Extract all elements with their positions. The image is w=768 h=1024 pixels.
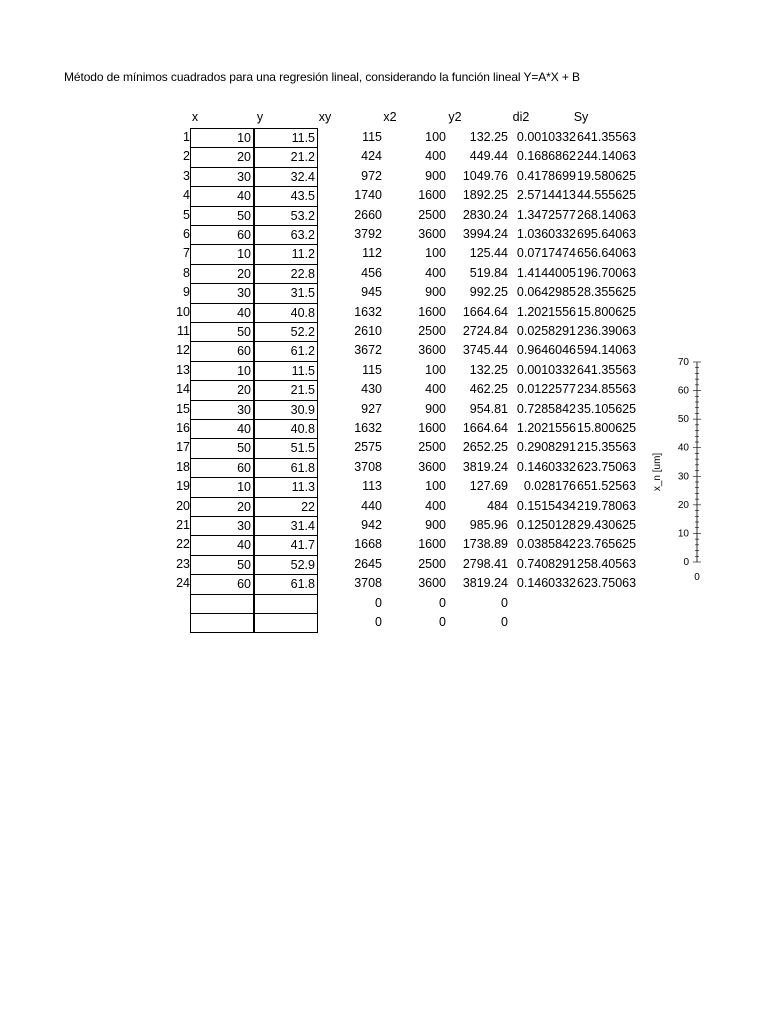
cell-x[interactable]: 50 xyxy=(190,206,254,226)
cell-n: 12 xyxy=(176,343,190,358)
cell-n: 1 xyxy=(183,130,190,144)
cell-y[interactable]: 11.2 xyxy=(254,244,318,264)
cell-x[interactable]: 10 xyxy=(190,128,254,148)
cell-y2: 1892.25 xyxy=(462,188,508,203)
cell-y[interactable]: 11.5 xyxy=(254,361,318,381)
cell-y2: 0 xyxy=(501,615,508,629)
cell-xy: 456 xyxy=(361,265,382,280)
header-x: x xyxy=(191,110,199,124)
cell-n: 9 xyxy=(183,285,190,300)
cell-xy: 1668 xyxy=(354,537,382,552)
cell-x2: 900 xyxy=(425,168,446,183)
cell-x[interactable]: 20 xyxy=(190,380,254,400)
cell-x2: 3600 xyxy=(418,459,446,474)
cell-x2: 100 xyxy=(425,246,446,261)
cell-y[interactable]: 11.3 xyxy=(254,477,318,497)
cell-y[interactable]: 53.2 xyxy=(254,206,318,226)
cell-x2: 400 xyxy=(425,498,446,513)
cell-x2: 900 xyxy=(425,285,446,300)
cell-y2: 2798.41 xyxy=(462,556,508,571)
cell-n: 3 xyxy=(183,168,190,183)
cell-y2: 1738.89 xyxy=(462,537,508,552)
cell-empty-y[interactable] xyxy=(254,613,318,633)
cell-x[interactable]: 40 xyxy=(190,419,254,439)
header-x2: x2 xyxy=(383,110,397,124)
cell-y2: 2830.24 xyxy=(462,207,508,222)
cell-x2: 400 xyxy=(425,265,446,280)
cell-sy: 15.800625 xyxy=(577,304,636,319)
cell-x2: 2500 xyxy=(418,440,446,455)
cell-y2: 2652.25 xyxy=(462,440,508,455)
cell-sy: 641.35563 xyxy=(577,130,636,144)
y-tick-label: 50 xyxy=(677,414,689,426)
cell-y[interactable]: 51.5 xyxy=(254,438,318,458)
cell-y[interactable]: 21.2 xyxy=(254,147,318,167)
cell-di2: 0.0010332 xyxy=(516,130,576,144)
cell-x[interactable]: 40 xyxy=(190,303,254,323)
cell-y2: 954.81 xyxy=(469,401,508,416)
cell-x[interactable]: 30 xyxy=(190,167,254,187)
cell-n: 2 xyxy=(183,149,190,164)
cell-sy: 29.430625 xyxy=(577,518,636,532)
cell-x[interactable]: 50 xyxy=(190,438,254,458)
cell-x[interactable]: 50 xyxy=(190,555,254,575)
y-tick-label: 20 xyxy=(677,499,689,511)
cell-n: 22 xyxy=(176,537,190,552)
cell-sy: 641.35563 xyxy=(577,362,636,377)
cell-n: 11 xyxy=(177,324,190,338)
cell-x[interactable]: 50 xyxy=(190,322,254,342)
cell-sy: 215.35563 xyxy=(577,440,636,455)
cell-y[interactable]: 22 xyxy=(254,497,318,517)
cell-xy: 113 xyxy=(362,479,382,494)
cell-sy: 236.39063 xyxy=(577,324,636,338)
cell-y2: 1664.64 xyxy=(462,421,508,435)
header-xy: xy xyxy=(318,110,332,124)
cell-di2: 0.0258291 xyxy=(516,324,576,338)
cell-y[interactable]: 52.9 xyxy=(254,555,318,575)
y-tick-label: 30 xyxy=(677,471,689,483)
cell-x2: 400 xyxy=(425,382,446,397)
cell-di2: 0.7285842 xyxy=(516,401,576,416)
cell-x2: 0 xyxy=(439,615,446,629)
cell-di2: 1.4144005 xyxy=(516,265,576,280)
cell-di2: 0.1515434 xyxy=(516,498,576,513)
y-tick-label: 60 xyxy=(677,385,689,397)
cell-y2: 132.25 xyxy=(469,362,508,377)
cell-xy: 2645 xyxy=(354,556,382,571)
cell-di2: 0.1250128 xyxy=(516,518,576,532)
cell-x[interactable]: 30 xyxy=(190,516,254,536)
cell-xy: 0 xyxy=(375,595,382,610)
cell-di2: 0.1460332 xyxy=(516,459,576,474)
cell-n: 4 xyxy=(183,188,190,203)
cell-y2: 2724.84 xyxy=(462,324,508,338)
cell-di2: 0.0642985 xyxy=(516,285,576,300)
cell-xy: 2610 xyxy=(354,324,382,338)
cell-di2: 0.1686862 xyxy=(516,149,576,164)
cell-x2: 900 xyxy=(425,401,446,416)
cell-y[interactable]: 11.5 xyxy=(254,128,318,148)
cell-xy: 3708 xyxy=(354,459,382,474)
cell-y2: 449.44 xyxy=(469,149,508,164)
x-tick-label: 0 xyxy=(694,572,700,583)
cell-xy: 430 xyxy=(361,382,382,397)
cell-x2: 3600 xyxy=(418,343,446,358)
cell-di2: 0.028176 xyxy=(523,479,576,494)
cell-sy: 268.14063 xyxy=(577,207,636,222)
cell-y2: 1049.76 xyxy=(462,168,508,183)
cell-y[interactable]: 52.2 xyxy=(254,322,318,342)
cell-xy: 927 xyxy=(361,401,382,416)
cell-xy: 115 xyxy=(362,362,382,377)
cell-x2: 2500 xyxy=(418,324,446,338)
cell-y2: 3819.24 xyxy=(462,576,508,591)
cell-sy: 594.14063 xyxy=(577,343,636,358)
cell-y[interactable]: 31.5 xyxy=(254,283,318,303)
cell-di2: 1.0360332 xyxy=(516,227,576,241)
cell-di2: 1.2021556 xyxy=(516,421,576,435)
cell-sy: 15.800625 xyxy=(577,421,636,435)
cell-x2: 1600 xyxy=(418,421,446,435)
y-tick-label: 40 xyxy=(677,442,689,454)
cell-sy: 244.14063 xyxy=(577,149,636,164)
cell-xy: 115 xyxy=(362,130,382,144)
cell-n: 23 xyxy=(176,556,190,571)
cell-y2: 3819.24 xyxy=(462,459,508,474)
cell-x[interactable]: 20 xyxy=(190,497,254,517)
cell-y[interactable]: 22.8 xyxy=(254,264,318,284)
cell-x[interactable]: 10 xyxy=(190,244,254,264)
cell-di2: 0.7408291 xyxy=(516,556,576,571)
cell-x2: 0 xyxy=(439,595,446,610)
cell-sy: 234.85563 xyxy=(577,382,636,397)
cell-x2: 100 xyxy=(425,130,446,144)
header-sy: Sy xyxy=(573,110,589,124)
cell-di2: 0.0010332 xyxy=(516,362,576,377)
cell-n: 5 xyxy=(183,207,190,222)
cell-y2: 3745.44 xyxy=(462,343,508,358)
cell-xy: 0 xyxy=(375,615,382,629)
header-y2: y2 xyxy=(448,110,462,124)
cell-n: 16 xyxy=(176,421,190,435)
partial-chart xyxy=(640,350,720,590)
cell-xy: 942 xyxy=(361,518,382,532)
cell-y2: 462.25 xyxy=(469,382,508,397)
cell-di2: 0.0122577 xyxy=(516,382,576,397)
y-axis-label: x_n [um] xyxy=(652,452,663,492)
y-tick-label: 70 xyxy=(677,357,689,368)
cell-sy: 623.75063 xyxy=(577,459,636,474)
cell-x[interactable]: 60 xyxy=(190,341,254,361)
cell-xy: 1740 xyxy=(354,188,382,203)
cell-di2: 0.4178699 xyxy=(516,168,576,183)
sheet-title: Método de mínimos cuadrados para una regresión lineal, considerando la función lineal Y=A*X + B xyxy=(64,70,580,84)
cell-xy: 945 xyxy=(361,285,382,300)
cell-y[interactable]: 61.8 xyxy=(254,574,318,594)
cell-sy: 695.64063 xyxy=(577,227,636,241)
cell-x2: 400 xyxy=(425,149,446,164)
cell-empty-x[interactable] xyxy=(190,613,254,633)
cell-empty-y[interactable] xyxy=(254,594,318,614)
header-di2: di2 xyxy=(512,110,530,124)
cell-sy: 19.580625 xyxy=(577,168,636,183)
cell-x2: 100 xyxy=(425,479,446,494)
cell-y[interactable]: 63.2 xyxy=(254,225,318,245)
cell-x[interactable]: 40 xyxy=(190,186,254,206)
cell-xy: 112 xyxy=(362,246,382,261)
cell-di2: 0.9646046 xyxy=(516,343,576,358)
cell-xy: 424 xyxy=(361,149,382,164)
cell-y[interactable]: 41.7 xyxy=(254,535,318,555)
cell-x[interactable]: 60 xyxy=(190,458,254,478)
cell-xy: 1632 xyxy=(354,421,382,435)
cell-y2: 127.69 xyxy=(469,479,508,494)
cell-y2: 985.96 xyxy=(469,518,508,532)
cell-di2: 2.5714413 xyxy=(516,188,576,203)
cell-xy: 2660 xyxy=(354,207,382,222)
cell-y[interactable]: 21.5 xyxy=(254,380,318,400)
cell-sy: 656.64063 xyxy=(577,246,636,261)
cell-sy: 258.40563 xyxy=(577,556,636,571)
cell-xy: 972 xyxy=(361,168,382,183)
cell-xy: 440 xyxy=(361,498,382,513)
cell-y2: 992.25 xyxy=(469,285,508,300)
cell-n: 18 xyxy=(176,459,190,474)
cell-sy: 23.765625 xyxy=(577,537,636,552)
cell-y[interactable]: 43.5 xyxy=(254,186,318,206)
cell-n: 8 xyxy=(183,265,190,280)
cell-y[interactable]: 31.4 xyxy=(254,516,318,536)
cell-y[interactable]: 61.2 xyxy=(254,341,318,361)
cell-xy: 3672 xyxy=(354,343,382,358)
cell-y2: 0 xyxy=(501,595,508,610)
cell-n: 20 xyxy=(176,498,190,513)
cell-n: 19 xyxy=(176,479,190,494)
cell-y[interactable]: 30.9 xyxy=(254,400,318,420)
cell-sy: 35.105625 xyxy=(577,401,636,416)
cell-sy: 196.70063 xyxy=(577,265,636,280)
cell-sy: 623.75063 xyxy=(577,576,636,591)
cell-x2: 3600 xyxy=(418,576,446,591)
cell-xy: 3708 xyxy=(354,576,382,591)
cell-x[interactable]: 30 xyxy=(190,283,254,303)
cell-n: 17 xyxy=(176,440,190,455)
cell-n: 7 xyxy=(183,246,190,261)
y-tick-label: 10 xyxy=(677,528,689,540)
cell-y2: 1664.64 xyxy=(462,304,508,319)
cell-y[interactable]: 61.8 xyxy=(254,458,318,478)
cell-n: 13 xyxy=(176,362,190,377)
cell-x2: 1600 xyxy=(418,304,446,319)
cell-x2: 3600 xyxy=(418,227,446,241)
cell-x2: 1600 xyxy=(418,537,446,552)
y-tick-label: 0 xyxy=(683,557,689,568)
cell-y2: 3994.24 xyxy=(462,227,508,241)
cell-xy: 1632 xyxy=(354,304,382,319)
cell-di2: 0.0385842 xyxy=(516,537,576,552)
cell-sy: 28.355625 xyxy=(577,285,636,300)
cell-xy: 3792 xyxy=(354,227,382,241)
cell-x2: 2500 xyxy=(418,556,446,571)
cell-y2: 519.84 xyxy=(469,265,508,280)
cell-di2: 1.3472577 xyxy=(516,207,576,222)
cell-di2: 0.1460332 xyxy=(516,576,576,591)
cell-n: 24 xyxy=(176,576,190,591)
cell-y2: 484 xyxy=(487,498,508,513)
cell-n: 15 xyxy=(176,401,190,416)
cell-x[interactable]: 20 xyxy=(190,264,254,284)
cell-sy: 219.78063 xyxy=(577,498,636,513)
cell-x2: 2500 xyxy=(418,207,446,222)
cell-sy: 651.52563 xyxy=(577,479,636,494)
cell-x[interactable]: 20 xyxy=(190,147,254,167)
cell-x[interactable]: 10 xyxy=(190,477,254,497)
cell-x[interactable]: 60 xyxy=(190,225,254,245)
cell-di2: 1.2021556 xyxy=(516,304,576,319)
header-y: y xyxy=(256,110,264,124)
cell-y[interactable]: 32.4 xyxy=(254,167,318,187)
cell-n: 6 xyxy=(183,227,190,241)
cell-y2: 125.44 xyxy=(469,246,508,261)
cell-di2: 0.2908291 xyxy=(516,440,576,455)
cell-n: 14 xyxy=(176,382,190,397)
cell-x2: 1600 xyxy=(418,188,446,203)
cell-x[interactable]: 10 xyxy=(190,361,254,381)
cell-sy: 44.555625 xyxy=(577,188,636,203)
cell-empty-x[interactable] xyxy=(190,594,254,614)
cell-x2: 100 xyxy=(425,362,446,377)
cell-di2: 0.0717474 xyxy=(516,246,576,261)
cell-xy: 2575 xyxy=(354,440,382,455)
cell-y[interactable]: 40.8 xyxy=(254,303,318,323)
cell-x[interactable]: 30 xyxy=(190,400,254,420)
cell-n: 21 xyxy=(176,518,190,532)
cell-n: 10 xyxy=(176,304,190,319)
cell-x[interactable]: 40 xyxy=(190,535,254,555)
cell-x[interactable]: 60 xyxy=(190,574,254,594)
cell-x2: 900 xyxy=(425,518,446,532)
cell-y[interactable]: 40.8 xyxy=(254,419,318,439)
cell-y2: 132.25 xyxy=(469,130,508,144)
